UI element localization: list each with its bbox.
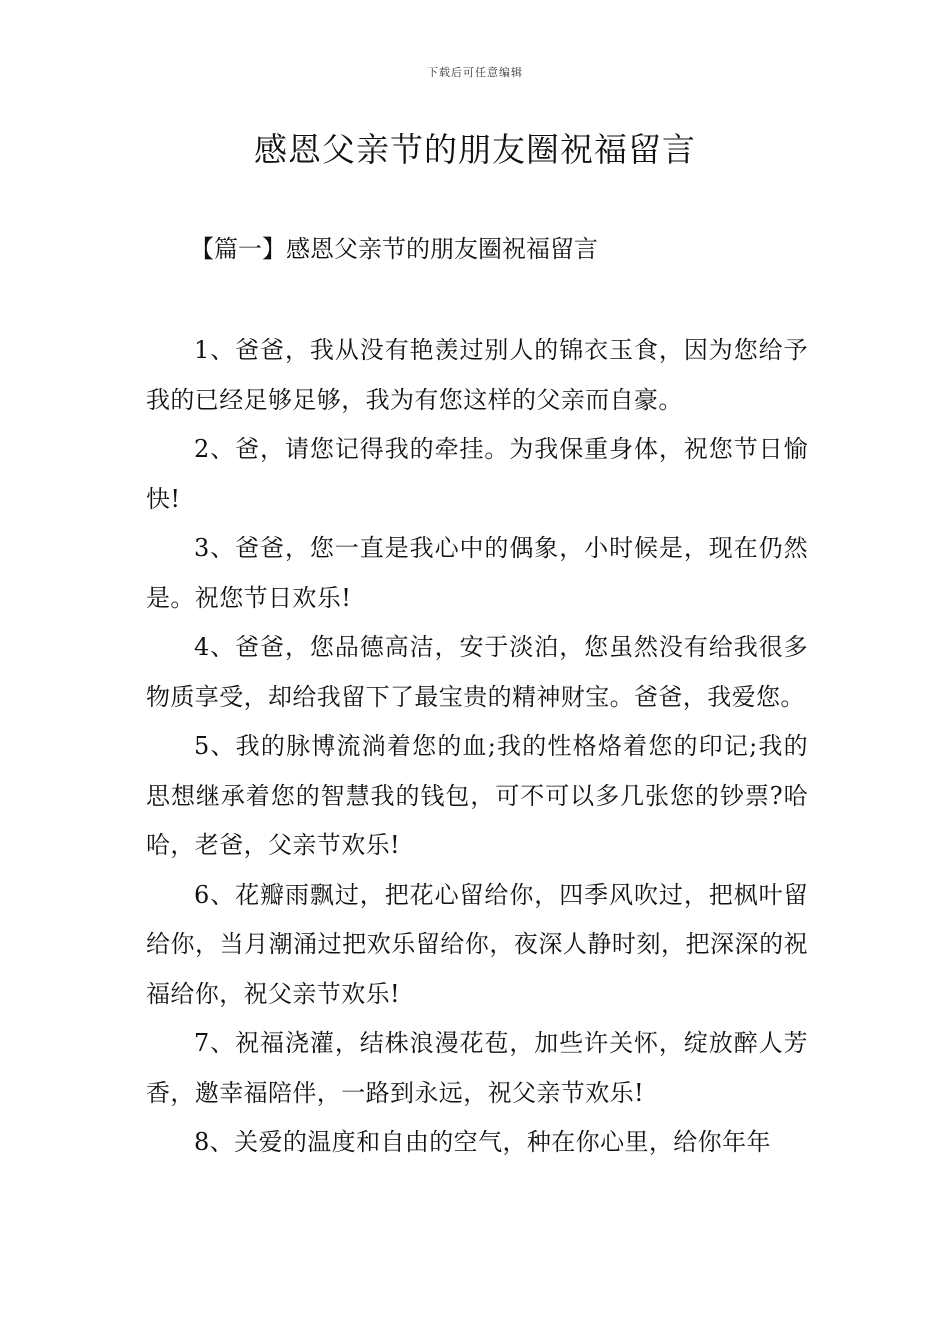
paragraph-1: 1、爸爸，我从没有艳羡过别人的锦衣玉食，因为您给予我的已经足够足够，我为有您这样的父亲而自豪。 — [146, 336, 808, 414]
page-title: 感恩父亲节的朋友圈祝福留言 — [254, 130, 696, 169]
paragraph-4: 4、爸爸，您品德高洁，安于淡泊，您虽然没有给我很多物质享受，却给我留下了最宝贵的精神财宝。爸爸，我爱您。 — [146, 633, 808, 711]
paragraph-5: 5、我的脉博流淌着您的血;我的性格烙着您的印记;我的思想继承着您的智慧我的钱包，可不可以多几张您的钞票?哈哈，老爸，父亲节欢乐! — [146, 732, 808, 859]
section-heading: 【篇一】感恩父亲节的朋友圈祝福留言 — [190, 235, 598, 263]
paragraph-3: 3、爸爸，您一直是我心中的偶象，小时候是，现在仍然是。祝您节日欢乐! — [146, 534, 808, 612]
header-note: 下载后可任意编辑 — [427, 66, 523, 79]
paragraph-6: 6、花瓣雨飘过，把花心留给你，四季风吹过，把枫叶留给你，当月潮涌过把欢乐留给你，夜深人静时刻，把深深的祝福给你，祝父亲节欢乐! — [146, 880, 808, 1008]
paragraph-8: 8、关爱的温度和自由的空气，种在你心里，给你年年 — [194, 1128, 771, 1156]
paragraph-2: 2、爸，请您记得我的牵挂。为我保重身体，祝您节日愉快! — [146, 435, 808, 513]
paragraph-7: 7、祝福浇灌，结株浪漫花苞，加些许关怀，绽放醉人芳香，邀幸福陪伴，一路到永远，祝父亲节欢乐! — [146, 1029, 808, 1107]
body-text — [146, 326, 808, 1168]
